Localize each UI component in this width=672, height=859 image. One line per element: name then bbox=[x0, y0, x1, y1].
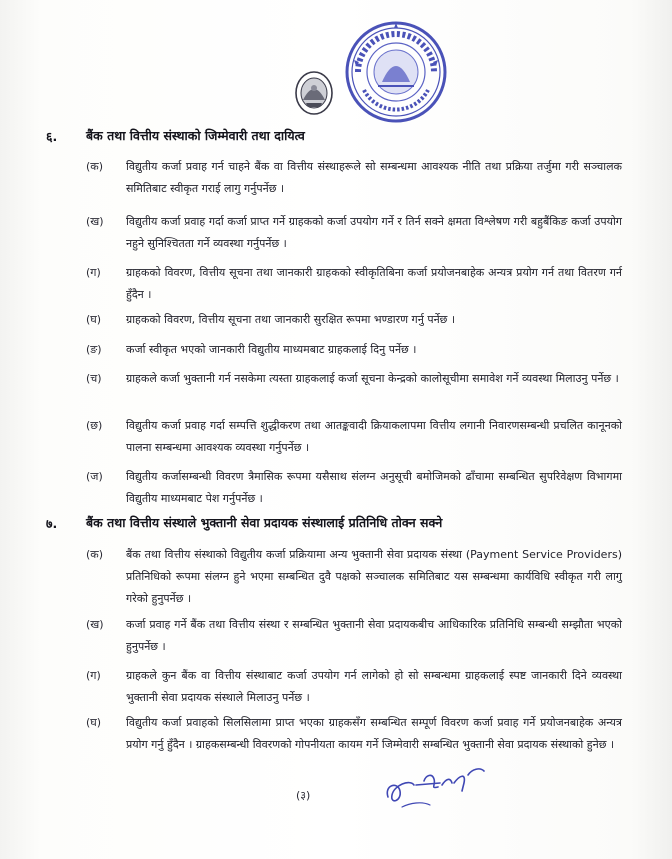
item-marker: (ज) bbox=[86, 470, 103, 483]
section-7-title: बैंक तथा वित्तीय संस्थाले भुक्तानी सेवा प्रदायक संस्थालाई प्रतिनिधि तोक्न सक्ने bbox=[86, 515, 443, 530]
item-marker: (क) bbox=[86, 548, 104, 561]
item-text: ग्राहकको विवरण, वित्तीय सूचना तथा जानकारी ग्राहकको स्वीकृतिबिना कर्जा प्रयोजनबाहेक अन्यत्र प्रयोग गर्न तथा वितरण गर्न हुँदैन । bbox=[126, 266, 622, 301]
item-marker: (छ) bbox=[86, 419, 103, 432]
item-marker: (क) bbox=[86, 160, 104, 173]
item-text: ग्राहकले कुन बैंक वा वित्तीय संस्थाबाट कर्जा उपयोग गर्न लागेको हो सो सम्बन्धमा ग्राहकलाई स्पष्ट जानकारी दिने व्यवस्था भुक्तानी सेवा प्रदायक संस्थाले मिलाउनु पर्नेछ । bbox=[126, 669, 622, 704]
item-text: ग्राहकको विवरण, वित्तीय सूचना तथा जानकारी सुरक्षित रूपमा भण्डारण गर्नु पर्नेछ । bbox=[126, 313, 456, 326]
item-text: विद्युतीय कर्जा प्रवाह गर्दा सम्पत्ति शुद्धीकरण तथा आतङ्कवादी क्रियाकलापमा वित्तीय लगानी निवारणसम्बन्धी प्रचलित कानूनको पालना सम्बन्धमा आवश्यक व्यवस्था गर्नुपर्नेछ । bbox=[126, 419, 622, 454]
section-7-number: ७. bbox=[46, 516, 58, 531]
item-marker: (ग) bbox=[86, 266, 101, 279]
emblem-seal-icon bbox=[294, 70, 334, 116]
item-marker: (घ) bbox=[86, 313, 102, 326]
item-marker: (घ) bbox=[86, 716, 102, 729]
item-text: विद्युतीय कर्जासम्बन्धी विवरण त्रैमासिक रूपमा यसैसाथ संलग्न अनुसूची बमोजिमको ढाँचामा सम्बन्धित सुपरिवेक्षण विभागमा विद्युतीय माध्यमबाट पेश गर्नुपर्नेछ । bbox=[126, 470, 622, 505]
page-number: (३) bbox=[296, 789, 311, 802]
bank-stamp-seal-icon bbox=[344, 20, 448, 124]
item-text: विद्युतीय कर्जा प्रवाहको सिलसिलामा प्राप्त भएका ग्राहकसँग सम्बन्धित सम्पूर्ण विवरण कर्जा प्रवाह गर्ने प्रयोजनबाहेक अन्यत्र प्रयोग गर्नु हुँदैन । ग्राहकसम्बन्धी विवरणको गोपनीयता कायम गर्ने जिम्मेवारी सम्बन्धित भुक्तानी सेवा प्रदायक संस्थाको हुनेछ । bbox=[126, 716, 622, 751]
item-text: कर्जा स्वीकृत भएको जानकारी विद्युतीय माध्यमबाट ग्राहकलाई दिनु पर्नेछ । bbox=[126, 343, 417, 356]
item-marker: (ख) bbox=[86, 215, 104, 228]
item-marker: (ग) bbox=[86, 669, 101, 682]
item-marker: (ङ) bbox=[86, 343, 102, 356]
item-text: ग्राहकले कर्जा भुक्तानी गर्न नसकेमा त्यस्ता ग्राहकलाई कर्जा सूचना केन्द्रको कालोसूचीमा समावेश गर्ने व्यवस्था मिलाउनु पर्नेछ । bbox=[126, 372, 619, 385]
item-marker: (ख) bbox=[86, 618, 104, 631]
item-text: कर्जा प्रवाह गर्ने बैंक तथा वित्तीय संस्था र सम्बन्धित भुक्तानी सेवा प्रदायकबीच आधिकारिक प्रतिनिधि सम्बन्धी सम्झौता भएको हुनुपर्नेछ । bbox=[126, 618, 622, 653]
section-6-number: ६. bbox=[46, 129, 58, 144]
signature-icon bbox=[380, 755, 490, 815]
section-6-title: बैंक तथा वित्तीय संस्थाको जिम्मेवारी तथा दायित्व bbox=[86, 128, 305, 143]
item-text: बैंक तथा वित्तीय संस्थाको विद्युतीय कर्जा प्रक्रियामा अन्य भुक्तानी सेवा प्रदायक संस्था (Payment Service Providers) प्रतिनिधिको रूपमा संलग्न हुने भएमा सम्बन्धित दुवै पक्षको सञ्चालक समितिबाट यस सम्बन्धमा कार्यविधि स्वीकृत गरी लागु गरेको हुनुपर्नेछ । bbox=[126, 548, 622, 605]
item-text: विद्युतीय कर्जा प्रवाह गर्न चाहने बैंक वा वित्तीय संस्थाहरूले सो सम्बन्धमा आवश्यक नीति तथा प्रक्रिया तर्जुमा गरी सञ्चालक समितिबाट स्वीकृत गराई लागु गर्नुपर्नेछ । bbox=[126, 160, 622, 195]
item-marker: (च) bbox=[86, 372, 102, 385]
item-text: विद्युतीय कर्जा प्रवाह गर्दा कर्जा प्राप्त गर्ने ग्राहकको कर्जा उपयोग गर्ने र तिर्न सक्ने क्षमता विश्लेषण गरी बहुबैंकिङ कर्जा उपयोग नहुने सुनिश्चितता गर्ने व्यवस्था गर्नुपर्नेछ । bbox=[126, 215, 622, 250]
